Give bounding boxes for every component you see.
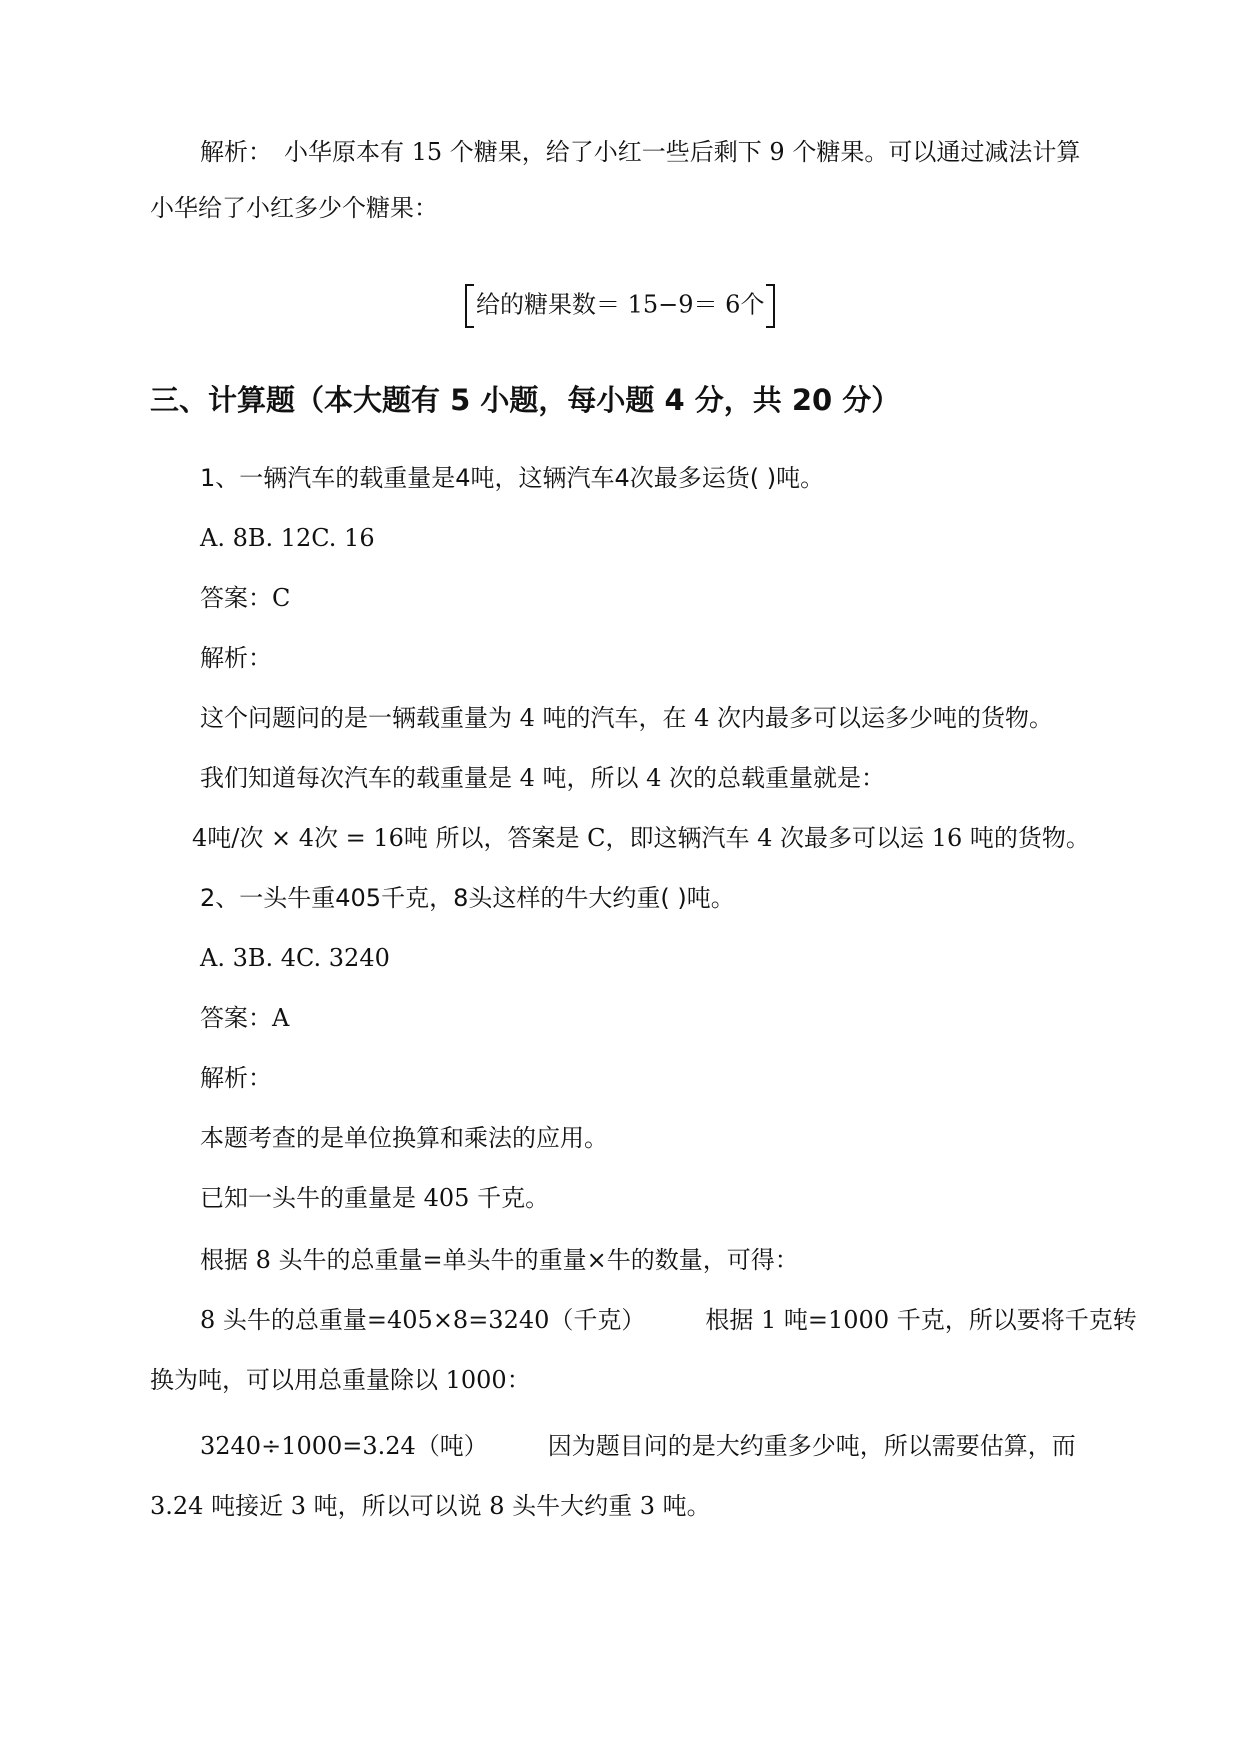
left-bracket <box>465 284 474 328</box>
analysis-paragraph-line-1: 解析： 小华原本有 15 个糖果，给了小红一些后剩下 9 个糖果。可以通过减法计算 <box>200 138 1081 166</box>
question-2-analysis-line-1: 本题考查的是单位换算和乘法的应用。 <box>200 1124 608 1152</box>
question-2-options: A. 3B. 4C. 3240 <box>200 944 390 972</box>
formula-text: 给的糖果数＝ 15−9＝ 6个 <box>476 290 765 319</box>
question-1-analysis-line-1: 这个问题问的是一辆载重量为 4 吨的汽车，在 4 次内最多可以运多少吨的货物。 <box>200 704 1054 732</box>
section-heading: 三、计算题（本大题有 5 小题，每小题 4 分，共 20 分） <box>150 383 901 417</box>
question-2-analysis-line-4: 8 头牛的总重量=405×8=3240（千克） 根据 1 吨=1000 千克，所以要将千克转 <box>200 1306 1137 1334</box>
question-1-analysis-line-2: 我们知道每次汽车的载重量是 4 吨，所以 4 次的总载重量就是： <box>200 764 886 792</box>
question-2: 2、一头牛重405千克，8头这样的牛大约重( )吨。 <box>200 884 735 912</box>
right-bracket <box>766 284 775 328</box>
question-2-analysis-line-6: 3240÷1000=3.24（吨） 因为题目问的是大约重多少吨，所以需要估算，而 <box>200 1432 1076 1460</box>
analysis-paragraph-line-2: 小华给了小红多少个糖果： <box>150 194 438 222</box>
question-2-analysis-line-5: 换为吨，可以用总重量除以 1000： <box>150 1366 531 1394</box>
question-2-analysis-label: 解析： <box>200 1064 272 1092</box>
question-1-analysis-line-3: 4吨/次 × 4次 = 16吨 所以，答案是 C，即这辆汽车 4 次最多可以运 16 吨的货物。 <box>192 824 1090 852</box>
question-2-analysis-line-3: 根据 8 头牛的总重量=单头牛的重量×牛的数量，可得： <box>200 1246 799 1274</box>
question-2-analysis-line-7: 3.24 吨接近 3 吨，所以可以说 8 头牛大约重 3 吨。 <box>150 1492 711 1520</box>
question-2-analysis-line-2: 已知一头牛的重量是 405 千克。 <box>200 1184 550 1212</box>
formula-candy <box>465 284 775 328</box>
question-2-answer: 答案：A <box>200 1004 290 1032</box>
question-1-options: A. 8B. 12C. 16 <box>200 524 375 552</box>
question-1-analysis-label: 解析： <box>200 644 272 672</box>
question-1-answer: 答案：C <box>200 584 291 612</box>
question-1: 1、一辆汽车的载重量是4吨，这辆汽车4次最多运货( )吨。 <box>200 464 825 492</box>
